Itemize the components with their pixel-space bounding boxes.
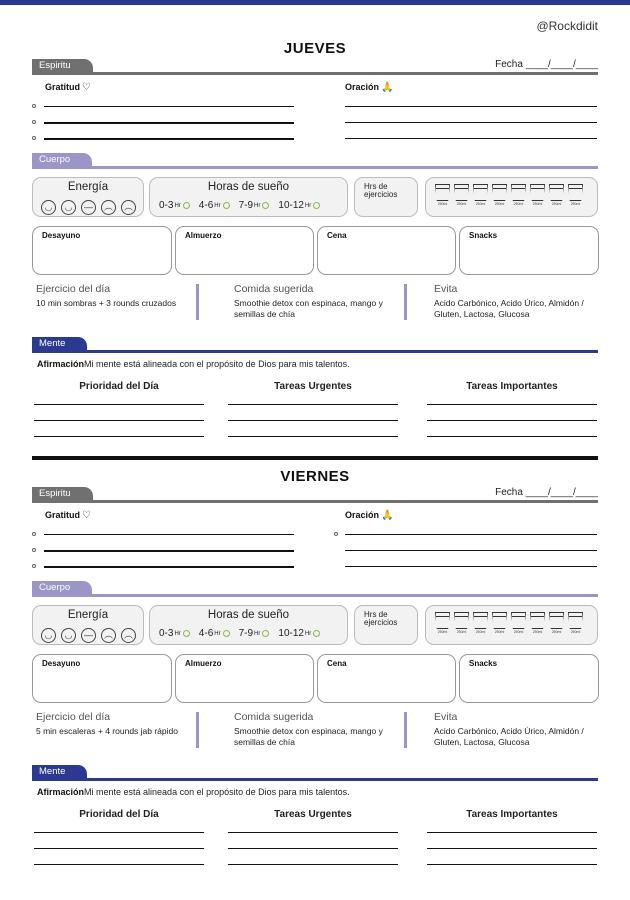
meal-title: Snacks bbox=[469, 659, 498, 668]
sleep-range: 0-3 bbox=[159, 628, 174, 639]
avoid-text: Acido Carbónico, Acido Úrico, Almidón / Gluten, Lactosa, Glucosa bbox=[434, 726, 584, 747]
meal-box-snacks[interactable] bbox=[459, 654, 599, 703]
bullet-icon bbox=[32, 564, 36, 568]
oracion-text: Oración bbox=[345, 510, 380, 520]
sleep-unit: Hr bbox=[174, 630, 181, 637]
exercise-hours-box[interactable] bbox=[354, 177, 418, 217]
glass-ml: 250ml bbox=[551, 202, 562, 206]
section-rule bbox=[32, 778, 598, 781]
neutral-face-icon[interactable]: — bbox=[81, 200, 96, 215]
radio-circle-icon[interactable] bbox=[313, 630, 320, 637]
avoid-heading: Evita bbox=[434, 711, 458, 723]
affirmation bbox=[37, 359, 350, 369]
sleep-title: Horas de sueño bbox=[207, 181, 290, 193]
urgent-line[interactable] bbox=[228, 404, 398, 405]
food-text: Smoothie detox con espinaca, mango y semillas de chía bbox=[234, 298, 383, 319]
meal-box-cena[interactable] bbox=[317, 654, 456, 703]
sleep-option[interactable] bbox=[239, 628, 270, 639]
priority-heading: Prioridad del Día bbox=[79, 381, 159, 392]
meal-box-snacks[interactable] bbox=[459, 226, 599, 275]
meal-title: Cena bbox=[327, 231, 347, 240]
oracion-line[interactable] bbox=[345, 122, 597, 123]
sleep-unit: Hr bbox=[304, 202, 312, 209]
sleep-option[interactable] bbox=[199, 628, 230, 639]
gratitud-line[interactable] bbox=[44, 550, 294, 552]
important-line[interactable] bbox=[427, 848, 597, 849]
smile-face-icon[interactable]: ◡ bbox=[61, 200, 76, 215]
sleep-options bbox=[159, 628, 320, 639]
exercise-heading: Ejercicio del día bbox=[36, 283, 111, 295]
gratitud-text: Gratitud bbox=[45, 510, 80, 520]
exercise-text: 5 min escaleras + 4 rounds jab rápido bbox=[36, 726, 178, 736]
sleep-range: 10-12 bbox=[278, 200, 304, 211]
urgent-heading: Tareas Urgentes bbox=[274, 809, 352, 820]
top-accent-bar bbox=[0, 0, 630, 5]
bullet-icon bbox=[32, 136, 36, 140]
glass-ml: 250ml bbox=[513, 202, 524, 206]
water-glass-icon[interactable] bbox=[492, 184, 507, 206]
glass-ml: 250ml bbox=[494, 630, 505, 634]
water-glasses bbox=[435, 184, 583, 206]
energy-faces bbox=[41, 628, 136, 643]
oracion-label bbox=[345, 82, 393, 93]
section-rule bbox=[32, 594, 598, 597]
energy-box bbox=[32, 177, 144, 217]
sleep-option[interactable] bbox=[278, 200, 320, 211]
day-title: VIERNES bbox=[280, 468, 350, 485]
exercise-hours-label: Hrs de ejercicios bbox=[364, 182, 398, 199]
radio-circle-icon[interactable] bbox=[262, 202, 269, 209]
neutral-face-icon[interactable]: — bbox=[81, 628, 96, 643]
oracion-line[interactable] bbox=[345, 550, 597, 551]
column-divider bbox=[404, 712, 407, 748]
praying-hands-icon: 🙏 bbox=[381, 82, 394, 93]
important-line[interactable] bbox=[427, 420, 597, 421]
water-glass-icon[interactable] bbox=[530, 612, 545, 634]
glass-ml: 250ml bbox=[475, 202, 486, 206]
water-glass-icon[interactable] bbox=[492, 612, 507, 634]
sleep-box bbox=[149, 605, 348, 645]
affirmation-label: Afirmación bbox=[37, 787, 85, 797]
sleep-unit: Hr bbox=[214, 630, 221, 637]
sleep-box bbox=[149, 177, 348, 217]
sleep-range: 4-6 bbox=[198, 628, 214, 639]
water-glass-icon[interactable] bbox=[530, 184, 545, 206]
important-line[interactable] bbox=[427, 864, 597, 865]
sleep-unit: Hr bbox=[214, 202, 221, 209]
gratitud-label bbox=[45, 82, 91, 93]
section-rule bbox=[32, 500, 598, 503]
section-rule bbox=[32, 72, 598, 75]
water-glass-icon[interactable] bbox=[549, 184, 564, 206]
water-glass-icon[interactable] bbox=[511, 612, 526, 634]
energy-box bbox=[32, 605, 144, 645]
sleep-unit: Hr bbox=[174, 202, 181, 209]
radio-circle-icon[interactable] bbox=[223, 202, 230, 209]
oracion-text: Oración bbox=[345, 82, 380, 92]
gratitud-line[interactable] bbox=[44, 122, 294, 124]
praying-hands-icon: 🙏 bbox=[381, 510, 394, 521]
affirmation-text: Mi mente está alineada con el propósito de Dios para mis talentos. bbox=[84, 359, 350, 369]
sad-face-icon[interactable]: ︵ bbox=[101, 200, 116, 215]
avoid-text: Acido Carbónico, Acido Úrico, Almidón / Gluten, Lactosa, Glucosa bbox=[434, 298, 584, 319]
meal-box-cena[interactable] bbox=[317, 226, 456, 275]
priority-line[interactable] bbox=[34, 436, 204, 437]
glass-ml: 250ml bbox=[532, 202, 543, 206]
food-heading: Comida sugerida bbox=[234, 711, 314, 723]
important-line[interactable] bbox=[427, 404, 597, 405]
day-section bbox=[0, 38, 630, 478]
priority-line[interactable] bbox=[34, 848, 204, 849]
urgent-heading: Tareas Urgentes bbox=[274, 381, 352, 392]
oracion-line[interactable] bbox=[345, 566, 597, 567]
priority-line[interactable] bbox=[34, 404, 204, 405]
meal-title: Almuerzo bbox=[185, 231, 222, 240]
food-heading: Comida sugerida bbox=[234, 283, 314, 295]
water-glass-icon[interactable] bbox=[549, 612, 564, 634]
bullet-icon bbox=[32, 120, 36, 124]
water-glass-icon[interactable] bbox=[568, 612, 583, 634]
oracion-line[interactable] bbox=[345, 138, 597, 139]
sleep-range: 0-3 bbox=[159, 200, 174, 211]
avoid-heading: Evita bbox=[434, 283, 458, 295]
gratitud-line[interactable] bbox=[44, 138, 294, 140]
glass-ml: 250ml bbox=[437, 630, 448, 634]
meal-box-desayuno[interactable] bbox=[32, 226, 172, 275]
angry-face-icon[interactable]: ︵ bbox=[121, 200, 136, 215]
radio-circle-icon[interactable] bbox=[223, 630, 230, 637]
important-heading: Tareas Importantes bbox=[466, 809, 558, 820]
smile-face-icon[interactable]: ◡ bbox=[41, 628, 56, 643]
sad-face-icon[interactable]: ︵ bbox=[101, 628, 116, 643]
glass-ml: 250ml bbox=[570, 202, 581, 206]
meal-box-desayuno[interactable] bbox=[32, 654, 172, 703]
important-heading: Tareas Importantes bbox=[466, 381, 558, 392]
water-glass-icon[interactable] bbox=[454, 184, 469, 206]
energy-title: Energía bbox=[67, 609, 109, 621]
day-section bbox=[0, 466, 630, 900]
sleep-option[interactable] bbox=[278, 628, 320, 639]
sleep-unit: Hr bbox=[254, 630, 261, 637]
author-handle: @Rockdidit bbox=[536, 19, 598, 33]
urgent-line[interactable] bbox=[228, 848, 398, 849]
glass-ml: 250ml bbox=[532, 630, 543, 634]
sleep-unit: Hr bbox=[304, 630, 312, 637]
affirmation bbox=[37, 787, 350, 797]
urgent-line[interactable] bbox=[228, 864, 398, 865]
gratitud-text: Gratitud bbox=[45, 82, 80, 92]
sleep-range: 7-9 bbox=[238, 200, 254, 211]
water-glass-icon[interactable] bbox=[473, 184, 488, 206]
meal-box-almuerzo[interactable] bbox=[175, 226, 314, 275]
gratitud-line[interactable] bbox=[44, 566, 294, 568]
bullet-icon bbox=[32, 548, 36, 552]
day-title: JUEVES bbox=[283, 40, 347, 57]
radio-circle-icon[interactable] bbox=[183, 630, 190, 637]
affirmation-text: Mi mente está alineada con el propósito de Dios para mis talentos. bbox=[84, 787, 350, 797]
energy-faces bbox=[41, 200, 136, 215]
sleep-unit: Hr bbox=[254, 202, 261, 209]
column-divider bbox=[196, 712, 199, 748]
water-glass-icon[interactable] bbox=[568, 184, 583, 206]
sleep-option[interactable] bbox=[239, 200, 270, 211]
water-glass-icon[interactable] bbox=[454, 612, 469, 634]
priority-line[interactable] bbox=[34, 420, 204, 421]
water-glasses bbox=[435, 612, 583, 634]
section-rule bbox=[32, 166, 598, 169]
exercise-text: 10 min sombras + 3 rounds cruzados bbox=[36, 298, 177, 308]
radio-circle-icon[interactable] bbox=[183, 202, 190, 209]
section-tab-mente: Mente bbox=[32, 337, 87, 351]
water-box bbox=[425, 605, 598, 645]
exercise-heading: Ejercicio del día bbox=[36, 711, 111, 723]
glass-ml: 250ml bbox=[456, 630, 467, 634]
section-rule bbox=[32, 350, 598, 353]
heart-hands-icon: ♡ bbox=[82, 82, 91, 93]
column-divider bbox=[196, 284, 199, 320]
glass-ml: 250ml bbox=[437, 202, 448, 206]
meal-title: Almuerzo bbox=[185, 659, 222, 668]
radio-circle-icon[interactable] bbox=[313, 202, 320, 209]
oracion-line[interactable] bbox=[345, 106, 597, 107]
gratitud-line[interactable] bbox=[44, 106, 294, 107]
sleep-option[interactable] bbox=[199, 200, 230, 211]
water-box bbox=[425, 177, 598, 217]
urgent-line[interactable] bbox=[228, 436, 398, 437]
glass-ml: 250ml bbox=[494, 202, 505, 206]
section-tab-espiritu: Espiritu bbox=[32, 487, 93, 501]
water-glass-icon[interactable] bbox=[435, 612, 450, 634]
oracion-label bbox=[345, 510, 393, 521]
urgent-line[interactable] bbox=[228, 420, 398, 421]
meal-title: Desayuno bbox=[42, 231, 81, 240]
smile-face-icon[interactable]: ◡ bbox=[41, 200, 56, 215]
water-glass-icon[interactable] bbox=[473, 612, 488, 634]
priority-line[interactable] bbox=[34, 832, 204, 833]
sleep-range: 10-12 bbox=[278, 628, 304, 639]
day-divider bbox=[32, 456, 598, 460]
energy-title: Energía bbox=[67, 181, 109, 193]
urgent-line[interactable] bbox=[228, 832, 398, 833]
exercise-hours-box[interactable] bbox=[354, 605, 418, 645]
column-divider bbox=[404, 284, 407, 320]
gratitud-label bbox=[45, 510, 91, 521]
priority-line[interactable] bbox=[34, 864, 204, 865]
meal-box-almuerzo[interactable] bbox=[175, 654, 314, 703]
meal-title: Desayuno bbox=[42, 659, 81, 668]
priority-heading: Prioridad del Día bbox=[79, 809, 159, 820]
heart-hands-icon: ♡ bbox=[82, 510, 91, 521]
exercise-hours-label: Hrs de ejercicios bbox=[364, 610, 398, 627]
oracion-line[interactable] bbox=[345, 534, 597, 535]
food-text: Smoothie detox con espinaca, mango y semillas de chía bbox=[234, 726, 383, 747]
meal-title: Snacks bbox=[469, 231, 498, 240]
section-tab-mente: Mente bbox=[32, 765, 87, 779]
radio-circle-icon[interactable] bbox=[262, 630, 269, 637]
glass-ml: 250ml bbox=[551, 630, 562, 634]
sleep-option[interactable] bbox=[159, 200, 190, 211]
glass-ml: 250ml bbox=[513, 630, 524, 634]
bullet-icon bbox=[334, 532, 338, 536]
smile-face-icon[interactable]: ◡ bbox=[61, 628, 76, 643]
section-tab-cuerpo: Cuerpo bbox=[32, 153, 92, 167]
bullet-icon bbox=[32, 104, 36, 108]
glass-ml: 250ml bbox=[570, 630, 581, 634]
water-glass-icon[interactable] bbox=[435, 184, 450, 206]
meal-title: Cena bbox=[327, 659, 347, 668]
sleep-title: Horas de sueño bbox=[207, 609, 290, 621]
angry-face-icon[interactable]: ︵ bbox=[121, 628, 136, 643]
glass-ml: 250ml bbox=[475, 630, 486, 634]
sleep-range: 7-9 bbox=[238, 628, 254, 639]
sleep-range: 4-6 bbox=[198, 200, 214, 211]
sleep-options bbox=[159, 200, 320, 211]
date-field[interactable]: Fecha ____/____/____ bbox=[495, 59, 598, 70]
date-field[interactable]: Fecha ____/____/____ bbox=[495, 487, 598, 498]
section-tab-espiritu: Espiritu bbox=[32, 59, 93, 73]
water-glass-icon[interactable] bbox=[511, 184, 526, 206]
section-tab-cuerpo: Cuerpo bbox=[32, 581, 92, 595]
sleep-option[interactable] bbox=[159, 628, 190, 639]
gratitud-line[interactable] bbox=[44, 534, 294, 535]
important-line[interactable] bbox=[427, 436, 597, 437]
glass-ml: 250ml bbox=[456, 202, 467, 206]
important-line[interactable] bbox=[427, 832, 597, 833]
affirmation-label: Afirmación bbox=[37, 359, 85, 369]
bullet-icon bbox=[32, 532, 36, 536]
